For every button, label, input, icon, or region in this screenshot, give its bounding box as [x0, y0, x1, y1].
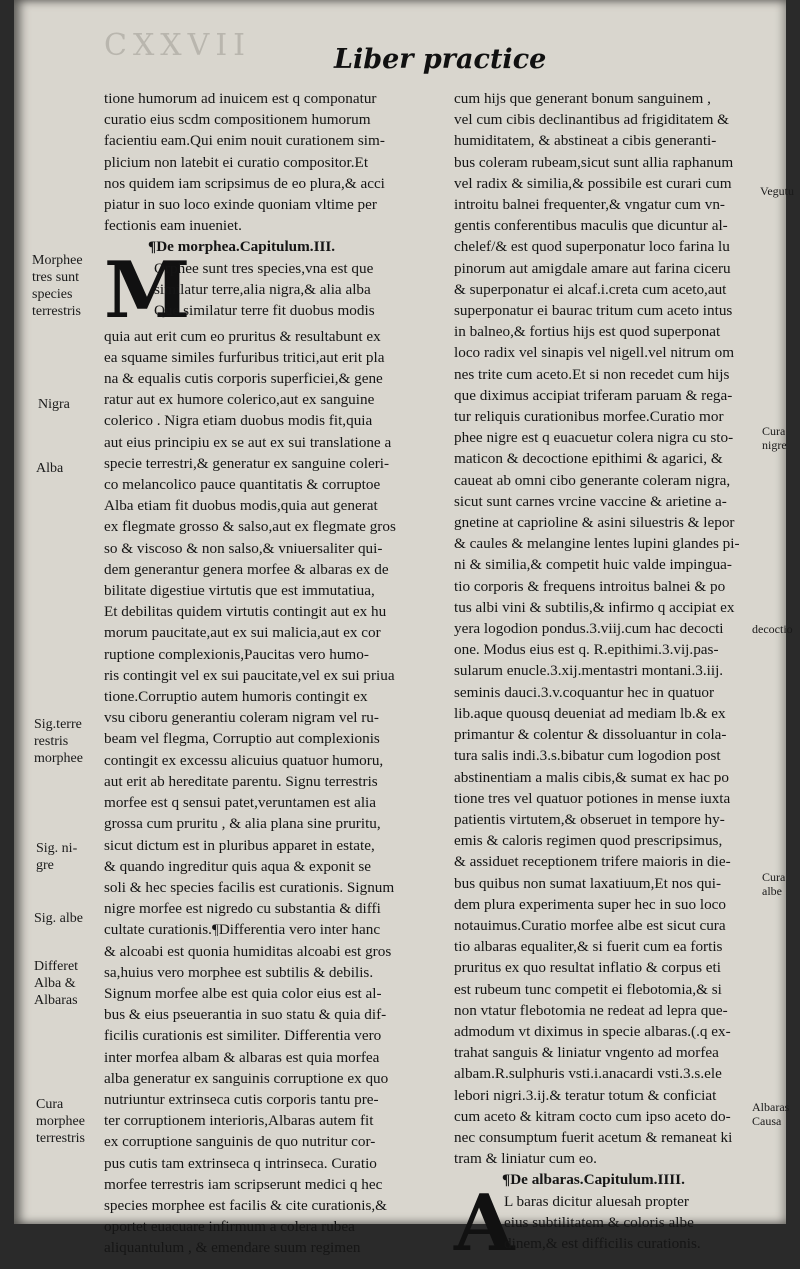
- text-line: Orphee sunt tres species,vna est que: [154, 259, 374, 277]
- text-line: tura salis indi.3.s.bibatur cum logodion post: [454, 747, 721, 765]
- text-line: nutriuntur extrinseca cutis corporis tantu pre-: [104, 1090, 379, 1108]
- text-line: est rubeum tunc competit ei flebotomia,& si: [454, 980, 722, 998]
- text-line: notauimus.Curatio morfee albe est sicut cura: [454, 916, 726, 934]
- text-line: tus albi vini & subtilis,& infirmo q accipiat ex: [454, 598, 735, 616]
- text-line: lib.aque quousq deueniat ad mediam lb.& ex: [454, 704, 726, 722]
- text-line: vel cum cibis declinantibus ad frigiditatem &: [454, 111, 729, 129]
- text-line: & superponatur ei alcaf.i.creta cum aceto,aut: [454, 280, 727, 298]
- text-line: in balneo,& fortius hijs est quod superponat: [454, 323, 721, 341]
- text-line: primantur & colentur & dissoluantur in cola-: [454, 726, 727, 744]
- text-line: cultate curationis.¶Differentia vero inter hanc: [104, 921, 381, 939]
- text-line: soli & hec species facilis est curationis. Signum: [104, 878, 395, 896]
- text-line: beam vel flegma, Corruptio aut complexionis: [104, 730, 380, 748]
- margin-line: terrestris: [36, 1131, 85, 1146]
- text-line: ris contingit vel ex sui paucitate,vel ex sui priua: [104, 666, 395, 684]
- margin-line: Cura: [762, 870, 786, 884]
- margin-note-signum-albe: [34, 910, 83, 927]
- margin-note-vegutu: [760, 184, 794, 198]
- text-line: introitu balnei frequenter,& vngatur cum vn-: [454, 196, 725, 214]
- margin-line: restris: [34, 734, 69, 749]
- margin-line: albe: [762, 884, 782, 898]
- text-line: pus cutis tam extrinseca q intrinseca. Curatio: [104, 1154, 377, 1172]
- text-line: morfee terrestris iam scripserunt medici q hec: [104, 1175, 383, 1193]
- text-line: quia aut erit cum eo pruritus & resultabunt ex: [104, 327, 381, 345]
- text-line: non vtatur flebotomia ne redeat ad lepra que-: [454, 1001, 728, 1019]
- text-line: tione tres vel quatuor potiones in mense iuxta: [454, 789, 731, 807]
- text-line: morum paucitate,aut ex sui malicia,aut ex cor: [104, 624, 381, 642]
- drop-cap: M: [104, 244, 191, 336]
- text-line: ficilis curationis est similiter. Differentia vero: [104, 1027, 382, 1045]
- text-line: pruritus ex quo resultat inflatio & corpus eti: [454, 959, 721, 977]
- text-line: dinem,& est difficilis curationis.: [504, 1234, 701, 1252]
- text-line: abstinentiam a malis cibis,& sumat ex hac po: [454, 768, 729, 786]
- text-line: similatur terre,alia nigra,& alia alba: [154, 280, 371, 298]
- drop-cap: A: [454, 1177, 515, 1269]
- text-line: & assiduet receptionem trifere maioris in die-: [454, 853, 731, 871]
- margin-note-differentia: [34, 958, 78, 1009]
- text-line: one. Modus eius est q. R.epithimi.3.vij.pas-: [454, 641, 719, 659]
- text-line: seminis dauci.3.v.coquantur hec in quatuor: [454, 683, 715, 701]
- margin-line: Albaras: [34, 993, 78, 1008]
- margin-line: Nigra: [38, 397, 70, 412]
- text-line: species morphee est facilis & cite curationis,&: [104, 1196, 387, 1214]
- text-line: emis & caloris regimen quod prescripsimus,: [454, 832, 723, 850]
- text-line: caueat ab omni cibo generante coleram nigra,: [454, 471, 731, 489]
- text-line: aliquantulum , & emendare suum regimen: [104, 1239, 361, 1257]
- text-line: & caules & melangine lentes lupini glandes pi-: [454, 535, 740, 553]
- text-line: yera logodion pondus.3.viij.cum hac decocti: [454, 620, 724, 638]
- margin-note-signum-nigre: [36, 840, 77, 874]
- margin-line: gre: [36, 858, 54, 873]
- margin-note-cura-albe: [762, 870, 785, 898]
- margin-note-cura-nigre: [762, 424, 787, 452]
- text-line: nigre morfee est nigredo cu substantia & diffi: [104, 900, 381, 918]
- text-line: aut erit ab hereditate parentu. Signu terrestris: [104, 772, 378, 790]
- text-line: Signum morfee albe est quia color eius est al-: [104, 984, 382, 1002]
- text-line: nes trite cum aceto.Et si non recedet cum hijs: [454, 365, 730, 383]
- text-line: tram & liniatur cum eo.: [454, 1150, 597, 1168]
- margin-note-decoctio: [752, 622, 793, 636]
- text-line: que diximus accipiat triferam paruam & rega-: [454, 386, 733, 404]
- text-line: tio corporis & frequens introitus balnei & po: [454, 577, 726, 595]
- margin-line: Cura: [762, 424, 786, 438]
- margin-line: Cura: [36, 1097, 64, 1112]
- text-line: bus quibus non sumat laxatiuum,Et nos qui-: [454, 874, 722, 892]
- text-line: pinorum aut amigdale amare aut farina ciceru: [454, 259, 731, 277]
- text-line: ratur aut ex humore colerico,aut ex sanguine: [104, 391, 375, 409]
- text-line: inter morfea albam & albaras est quia morfea: [104, 1048, 380, 1066]
- book-page: [14, 0, 794, 1269]
- text-line: gentis conferentibus maculis que dicuntur al-: [454, 217, 728, 235]
- text-line: L baras dicitur aluesah propter: [504, 1192, 689, 1210]
- text-line: ruptione complexionis,Paucitas vero humo-: [104, 645, 369, 663]
- text-line: grossa cum pruritu , & alia plana sine pruritu,: [104, 815, 381, 833]
- text-line: fectionis eam inueniet.: [104, 217, 242, 235]
- left-column: [104, 88, 434, 1259]
- text-line: vel radix & similia,& possibile est curari cum: [454, 174, 732, 192]
- margin-note-nigra: [38, 396, 70, 413]
- text-line: colerico . Nigra etiam duobus modis fit,quia: [104, 412, 373, 430]
- right-column: [454, 88, 764, 1269]
- text-line: sularum enucle.3.xij.mentastri montani.3.iij.: [454, 662, 724, 680]
- margin-line: Causa: [752, 1114, 782, 1128]
- margin-line: Morphee: [32, 253, 83, 268]
- text-line: plicium non latebit ei curatio compositor.Et: [104, 153, 369, 171]
- margin-line: species: [32, 287, 73, 302]
- text-line: bilitate digestiue virtutis que est immutatiua,: [104, 582, 375, 600]
- text-line: bus & eius pseuerantia in suo statu & quia dif-: [104, 1006, 387, 1024]
- margin-note-signum-terrestris: [34, 716, 83, 767]
- chapter-heading: ¶De morphea.Capitulum.III.: [148, 238, 336, 256]
- margin-line: Vegutu: [760, 184, 794, 198]
- margin-note-morphee: [32, 252, 83, 320]
- margin-line: Alba: [36, 461, 64, 476]
- bleed-through-header: CXXVII: [104, 28, 252, 63]
- text-line: Et debilitas quidem virtutis contingit aut ex hu: [104, 603, 387, 621]
- text-line: bus coleram rubeam,sicut sunt allia raphanum: [454, 153, 734, 171]
- text-line: superponatur ei baurac tritum cum aceto intus: [454, 302, 733, 320]
- margin-line: tres sunt: [32, 270, 80, 285]
- text-line: so & viscoso & non salso,& vniuersaliter qui-: [104, 539, 383, 557]
- text-line: cum aceto & kitram cocto cum ipso aceto do-: [454, 1107, 731, 1125]
- margin-note-alba: [36, 460, 63, 477]
- text-line: gnetine at caprioline & asini siluestris & lepor: [454, 514, 735, 532]
- text-line: oportet euacuare infirmum a colera rubea: [104, 1218, 355, 1236]
- margin-line: nigre: [762, 438, 787, 452]
- text-line: morfee est q sensui patet,veruntamen est alia: [104, 794, 377, 812]
- text-line: curatio eius scdm compositionem humorum: [104, 111, 371, 129]
- text-line: nec consumptum fuerit acetum & remaneat ki: [454, 1128, 733, 1146]
- text-line: tio albaras equaliter,& si fuerit cum ea fortis: [454, 938, 723, 956]
- text-line: ex corruptione sanguinis de quo nutritur cor-: [104, 1133, 376, 1151]
- text-line: patientis virtutem,& obseruet in tempore hy-: [454, 810, 725, 828]
- text-line: nos quidem iam scripsimus de eo plura,& acci: [104, 174, 385, 192]
- text-line: contingit ex excessu alicuius quatuor humoru,: [104, 751, 384, 769]
- text-line: facientiu eam.Qui enim nouit curationem sim-: [104, 132, 385, 150]
- text-line: tione humorum ad inuicem est q componatur: [104, 90, 377, 107]
- text-line: vsu ciboru generantiu coleram nigram vel ru-: [104, 709, 379, 727]
- text-line: ea squame similes furfuribus tritici,aut erit pla: [104, 348, 385, 366]
- text-line: na & equalis cutis corporis superficiei,& gene: [104, 370, 383, 388]
- text-line: phee nigre est q euacuetur colera nigra cu sto-: [454, 429, 734, 447]
- text-line: cum hijs que generant bonum sanguinem ,: [454, 90, 711, 107]
- margin-line: morphee: [36, 1114, 85, 1129]
- margin-line: Alba &: [34, 976, 76, 991]
- margin-line: morphee: [34, 751, 83, 766]
- text-line: tur reliquis curationibus morfee.Curatio mor: [454, 408, 724, 426]
- chapter-heading: ¶De albaras.Capitulum.IIII.: [502, 1171, 685, 1189]
- margin-note-cura-terrestris: [36, 1096, 85, 1147]
- text-line: co melancolico pauce quantitatis & corruptoe: [104, 476, 381, 494]
- text-line: loco radix vel sinapis vel nigell.vel nitrum om: [454, 344, 735, 362]
- text-line: ex flegmate grosso & salso,aut ex flegmate gros: [104, 518, 396, 536]
- text-line: ter corruptionem interioris,Albaras autem fit: [104, 1112, 374, 1130]
- text-line: specie terrestri,& generatur ex sanguine coleri-: [104, 454, 390, 472]
- text-line: dem plura experimenta super hec in suo loco: [454, 895, 727, 913]
- text-line: tione.Corruptio autem humoris contingit ex: [104, 688, 368, 706]
- text-line: admodum vt diximus in specie albaras.(.q ex-: [454, 1022, 731, 1040]
- margin-line: terrestris: [32, 304, 81, 319]
- text-line: albam.R.sulphuris vsti.i.anacardi vsti.3.s.ele: [454, 1065, 722, 1083]
- margin-line: Sig. ni-: [36, 841, 78, 856]
- text-line: Que similatur terre fit duobus modis: [154, 302, 375, 320]
- text-line: trahat sanguis & liniatur vngento ad morfea: [454, 1044, 719, 1062]
- text-line: chelef/& est quod superponatur loco farina lu: [454, 238, 730, 256]
- text-line: & quando ingreditur quis aqua & exponit se: [104, 857, 371, 875]
- text-line: lebori nigri.3.ij.& teratur totum & conficiat: [454, 1086, 717, 1104]
- text-line: humiditatem, & abstineat a cibis generanti-: [454, 132, 717, 150]
- text-line: ni & similia,& competit huic valde impingua-: [454, 556, 732, 574]
- margin-line: Differet: [34, 959, 79, 974]
- text-line: alba generatur ex sanguinis corruptione ex quo: [104, 1069, 389, 1087]
- text-line: piatur in suo loco exinde quoniam vltime per: [104, 196, 377, 214]
- text-line: Alba etiam fit duobus modis,quia aut generat: [104, 497, 378, 515]
- running-head: Liber practice: [334, 44, 547, 75]
- text-line: maticon & decoctione epithimi & agarici, &: [454, 450, 723, 468]
- text-line: eius subtilitatem & coloris albe: [504, 1213, 694, 1231]
- text-line: sa,huius vero morphee est subtilis & debilis.: [104, 963, 374, 981]
- text-line: sicut sunt carnes vrcine vaccine & arietine a-: [454, 492, 727, 510]
- text-line: aut eius principiu ex se aut ex sui translatione a: [104, 433, 392, 451]
- text-line: & alcoabi est quonia humiditas alcoabi est gros: [104, 942, 392, 960]
- margin-line: Sig.terre: [34, 717, 82, 732]
- text-line: sicut dictum est in pluribus apparet in estate,: [104, 836, 375, 854]
- margin-note-albaras-causa: [752, 1100, 789, 1128]
- text-line: dem generantur genera morfee & albaras ex de: [104, 560, 389, 578]
- margin-line: Albaras: [752, 1100, 790, 1114]
- margin-line: Sig. albe: [34, 911, 83, 926]
- margin-line: decoctio: [752, 622, 793, 636]
